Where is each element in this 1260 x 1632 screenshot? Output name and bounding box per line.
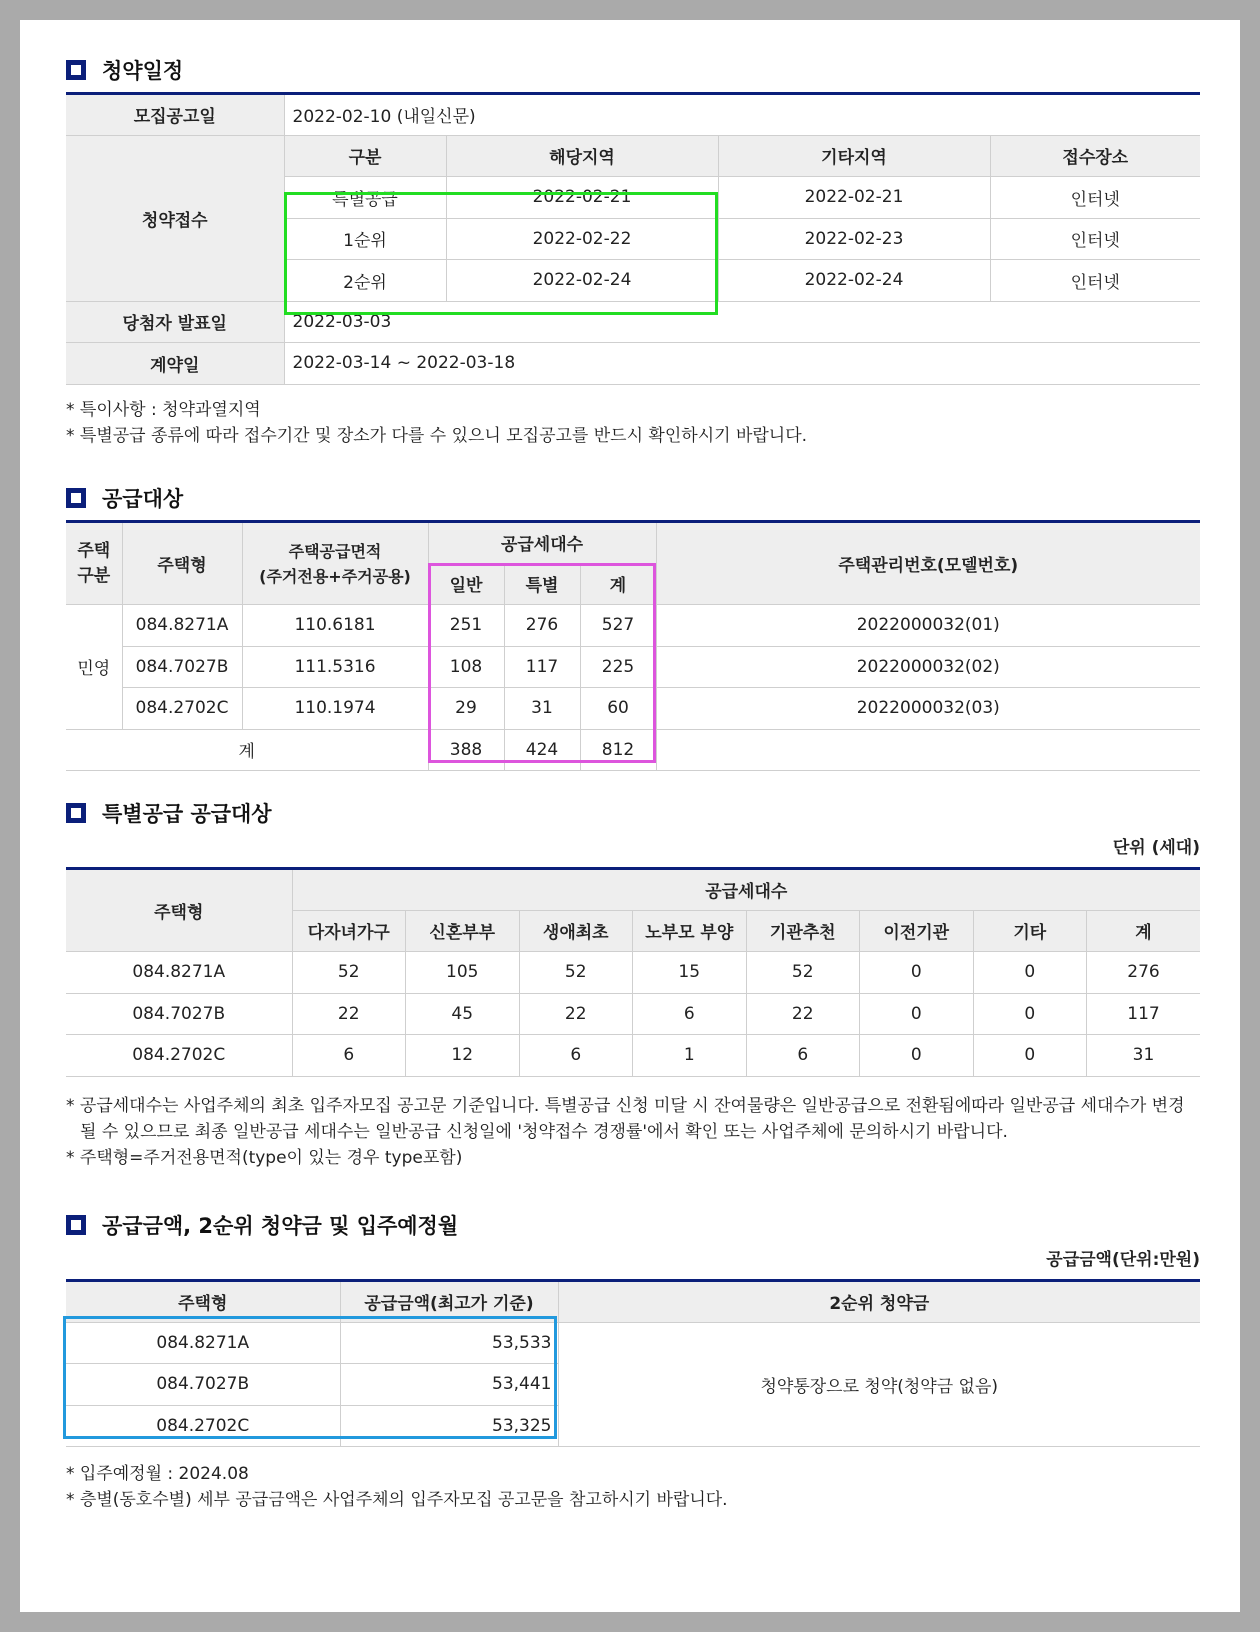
table-cell: 084.7027B <box>122 646 242 688</box>
total-header: 계 <box>580 563 656 605</box>
col-header: 2순위 청약금 <box>558 1281 1200 1323</box>
col-header: 기타지역 <box>718 135 990 177</box>
note-text: * 공급세대수는 사업주체의 최초 입주자모집 공고문 기준입니다. 특별공급 신청 미달 시 잔여물량은 일반공급으로 전환됨에따라 일반공급 세대수가 변경될 수 있으므로 최종 일반공급 세대수는 일반공급 신청일에 '청약접수 경쟁률'에서 확인 또는 사업주체에 문의하시기 바랍니다. <box>66 1095 1185 1142</box>
table-row <box>66 1322 1200 1364</box>
group-header: 공급세대수 <box>292 869 1200 911</box>
special-section <box>66 795 1200 1171</box>
price-notes <box>66 1461 1200 1513</box>
table-cell: 인터넷 <box>990 218 1200 260</box>
table-cell: 084.7027B <box>66 993 292 1035</box>
table-row <box>66 688 1200 730</box>
table-cell: 53,533 <box>340 1322 558 1364</box>
table-cell: 084.8271A <box>122 605 242 647</box>
table-cell: 111.5316 <box>242 646 428 688</box>
table-cell: 6 <box>519 1035 633 1077</box>
type-header: 주택형 <box>122 522 242 605</box>
col-header: 공급금액(최고가 기준) <box>340 1281 558 1323</box>
col-header: 다자녀가구 <box>292 910 406 952</box>
table-cell: 2022-02-24 <box>718 260 990 302</box>
mgmt-header: 주택관리번호(모델번호) <box>656 522 1200 605</box>
note-text: * 입주예정월 : 2024.08 <box>66 1464 249 1484</box>
table-cell: 2022-02-22 <box>446 218 718 260</box>
table-cell: 특별공급 <box>284 177 446 219</box>
table-cell: 0 <box>973 993 1087 1035</box>
table-row <box>66 605 1200 647</box>
table-cell: 0 <box>860 1035 974 1077</box>
table-row <box>66 993 1200 1035</box>
table-cell: 인터넷 <box>990 260 1200 302</box>
kind-header: 주택 구분 <box>66 522 122 605</box>
price-unit: 공급금액(단위:만원) <box>1046 1250 1200 1270</box>
table-row <box>66 522 1200 564</box>
supply-section <box>66 480 1200 771</box>
total-label: 계 <box>66 729 428 771</box>
note-text: * 주택형=주거전용면적(type이 있는 경우 type포함) <box>66 1147 463 1168</box>
area-header: 주택공급면적 (주거전용+주거공용) <box>242 522 428 605</box>
price-table <box>66 1279 1200 1447</box>
table-cell: 2022-02-21 <box>718 177 990 219</box>
price-section-title <box>66 1207 1200 1243</box>
table-cell: 22 <box>746 993 860 1035</box>
schedule-section <box>66 52 1200 449</box>
contract-label: 계약일 <box>66 343 284 385</box>
table-cell: 2022000032(03) <box>656 688 1200 730</box>
table-cell: 6 <box>633 993 747 1035</box>
table-cell: 31 <box>1087 1035 1201 1077</box>
table-cell: 45 <box>406 993 520 1035</box>
section-square-icon <box>66 803 86 823</box>
special-title: 특별공급 공급대상 <box>102 802 272 826</box>
table-cell: 117 <box>1087 993 1201 1035</box>
special-unit: 단위 (세대) <box>1112 838 1200 858</box>
table-cell: 31 <box>504 688 580 730</box>
table-cell: 084.2702C <box>122 688 242 730</box>
schedule-notes <box>66 397 1200 449</box>
table-cell: 0 <box>973 1035 1087 1077</box>
schedule-title: 청약일정 <box>102 59 184 83</box>
special-table <box>66 867 1200 1077</box>
table-cell: 6 <box>746 1035 860 1077</box>
supply-section-title <box>66 480 1200 516</box>
note-text: * 층별(동호수별) 세부 공급금액은 사업주체의 입주자모집 공고문을 참고하시기 바랍니다. <box>66 1490 728 1510</box>
table-cell: 22 <box>519 993 633 1035</box>
table-cell: 52 <box>292 952 406 994</box>
table-cell: 812 <box>580 729 656 771</box>
special-notes <box>66 1093 1200 1171</box>
announce-label: 모집공고일 <box>66 94 284 136</box>
table-cell: 424 <box>504 729 580 771</box>
col-header: 계 <box>1087 910 1201 952</box>
table-row <box>66 1281 1200 1323</box>
schedule-section-title <box>66 52 1200 88</box>
table-row <box>66 94 1200 136</box>
table-cell: 인터넷 <box>990 177 1200 219</box>
table-row <box>66 729 1200 771</box>
table-cell: 52 <box>519 952 633 994</box>
kind-cell: 민영 <box>66 605 122 730</box>
supply-title: 공급대상 <box>102 487 184 511</box>
table-cell: 084.8271A <box>66 952 292 994</box>
table-cell: 15 <box>633 952 747 994</box>
table-cell: 53,325 <box>340 1405 558 1447</box>
table-cell: 0 <box>860 993 974 1035</box>
table-cell: 0 <box>860 952 974 994</box>
table-cell: 110.6181 <box>242 605 428 647</box>
supply-table <box>66 520 1200 771</box>
table-cell: 29 <box>428 688 504 730</box>
table-cell: 2022000032(02) <box>656 646 1200 688</box>
section-square-icon <box>66 60 86 80</box>
table-row <box>66 301 1200 343</box>
col-header: 기타 <box>973 910 1087 952</box>
note-text: * 특이사항 : 청약과열지역 <box>66 399 261 420</box>
table-cell: 105 <box>406 952 520 994</box>
table-cell: 225 <box>580 646 656 688</box>
col-header: 노부모 부양 <box>633 910 747 952</box>
table-cell: 2022-02-21 <box>446 177 718 219</box>
col-header: 해당지역 <box>446 135 718 177</box>
col-header: 구분 <box>284 135 446 177</box>
table-row <box>66 869 1200 911</box>
table-cell: 388 <box>428 729 504 771</box>
table-cell: 52 <box>746 952 860 994</box>
type-header: 주택형 <box>66 869 292 952</box>
announce-value: 2022-02-10 (내일신문) <box>284 94 1200 136</box>
special-section-title <box>66 795 1200 831</box>
table-cell: 12 <box>406 1035 520 1077</box>
households-header: 공급세대수 <box>428 522 656 564</box>
table-row <box>66 952 1200 994</box>
table-cell: 251 <box>428 605 504 647</box>
price-section <box>66 1207 1200 1513</box>
table-cell: 108 <box>428 646 504 688</box>
table-cell: 084.2702C <box>66 1405 340 1447</box>
table-cell: 2022000032(01) <box>656 605 1200 647</box>
table-cell: 2022-02-23 <box>718 218 990 260</box>
table-row <box>66 1035 1200 1077</box>
table-cell: 0 <box>973 952 1087 994</box>
table-row <box>66 343 1200 385</box>
general-header: 일반 <box>428 563 504 605</box>
table-cell: 527 <box>580 605 656 647</box>
section-square-icon <box>66 1215 86 1235</box>
page <box>20 20 1240 1612</box>
col-header: 이전기관 <box>860 910 974 952</box>
table-cell: 1 <box>633 1035 747 1077</box>
col-header: 주택형 <box>66 1281 340 1323</box>
col-header: 생애최초 <box>519 910 633 952</box>
winner-value: 2022-03-03 <box>284 301 1200 343</box>
note-text: * 특별공급 종류에 따라 접수기간 및 장소가 다를 수 있으니 모집공고를 반드시 확인하시기 바랍니다. <box>66 425 808 446</box>
table-cell: 276 <box>1087 952 1201 994</box>
table-cell: 084.2702C <box>66 1035 292 1077</box>
table-cell: 110.1974 <box>242 688 428 730</box>
table-row <box>66 135 1200 177</box>
contract-value: 2022-03-14 ~ 2022-03-18 <box>284 343 1200 385</box>
receipt-label: 청약접수 <box>66 135 284 301</box>
col-header: 기관추천 <box>746 910 860 952</box>
deposit-cell: 청약통장으로 청약(청약금 없음) <box>558 1322 1200 1447</box>
table-cell: 2순위 <box>284 260 446 302</box>
table-cell: 117 <box>504 646 580 688</box>
table-cell: 53,441 <box>340 1364 558 1406</box>
table-cell: 084.8271A <box>66 1322 340 1364</box>
table-cell: 6 <box>292 1035 406 1077</box>
table-cell: 2022-02-24 <box>446 260 718 302</box>
col-header: 접수장소 <box>990 135 1200 177</box>
table-cell: 60 <box>580 688 656 730</box>
table-cell: 276 <box>504 605 580 647</box>
table-cell: 084.7027B <box>66 1364 340 1406</box>
section-square-icon <box>66 488 86 508</box>
col-header: 신혼부부 <box>406 910 520 952</box>
table-row <box>66 646 1200 688</box>
winner-label: 당첨자 발표일 <box>66 301 284 343</box>
special-header: 특별 <box>504 563 580 605</box>
table-cell: 22 <box>292 993 406 1035</box>
table-cell: 1순위 <box>284 218 446 260</box>
table-cell <box>656 729 1200 771</box>
price-title: 공급금액, 2순위 청약금 및 입주예정월 <box>102 1214 459 1238</box>
schedule-table <box>66 92 1200 385</box>
